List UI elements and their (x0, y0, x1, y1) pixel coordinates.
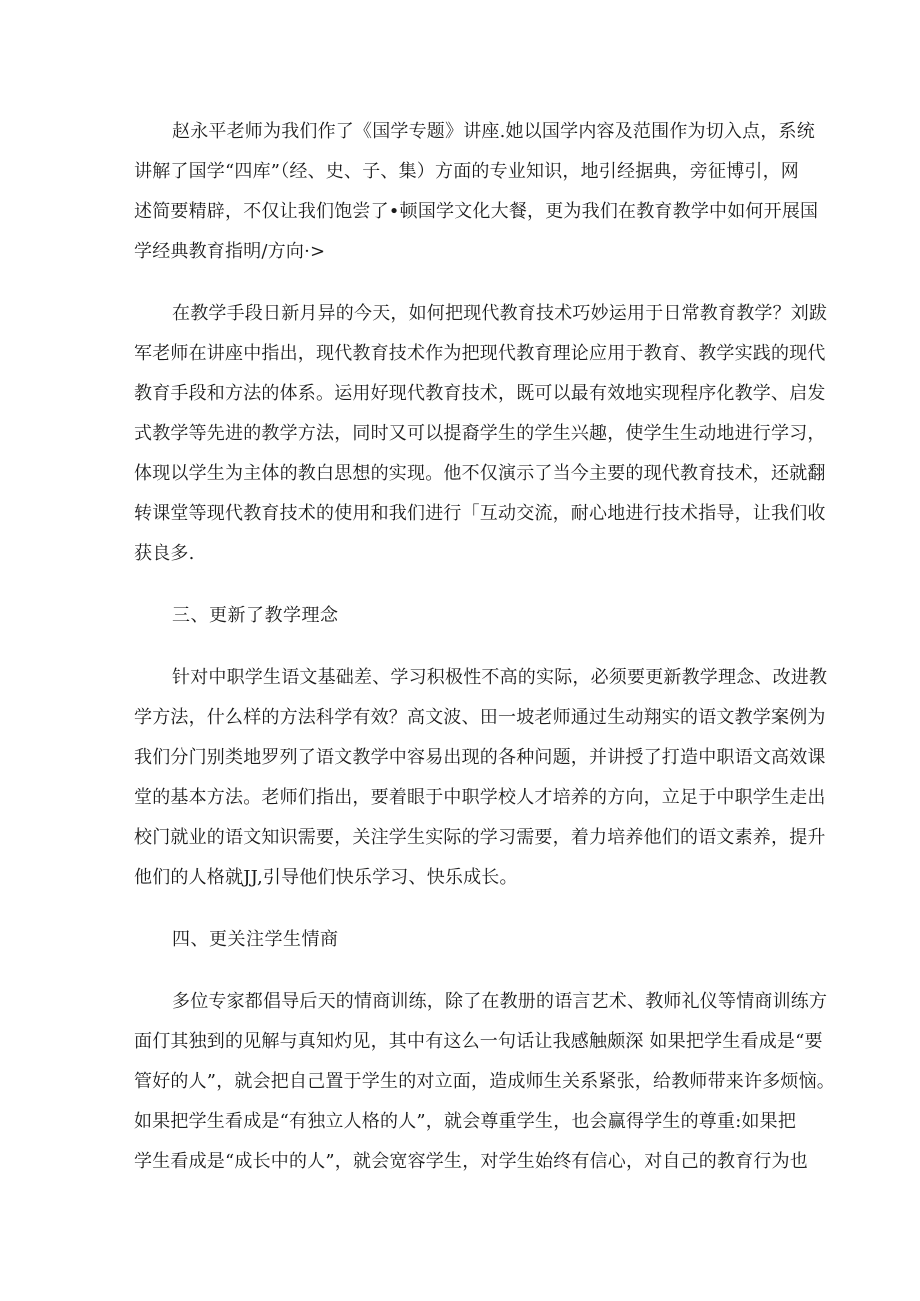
paragraph-line: 校门就业的语文知识需要，关注学生实际的学习需要，着力培养他们的语文素养，提升 (134, 827, 826, 848)
paragraph-line: 转课堂等现代教育技术的使用和我们进行「互动交流，耐心地进行技术指导，让我们收 (134, 503, 826, 524)
paragraph-line: 管好的人”，就会把自己置于学生的对立面，造成师生关系紧张，给教师带来许多烦恼。 (134, 1071, 835, 1092)
paragraph-line: 教育手段和方法的体系。运用好现代教育技术，既可以最有效地实现程序化教学、启发 (134, 383, 826, 404)
paragraph-line: 式教学等先进的教学方法，同时又可以提裔学生的学生兴趣，使学生生动地进行学习， (134, 423, 826, 444)
paragraph-line: 学方法，什么样的方法科学有效？高文波、田一坡老师通过生动翔实的语文教学案例为 (134, 707, 826, 728)
paragraph-line: 我们分门别类地罗列了语文教学中容易出现的各种问题，并讲授了打造中职语文高效课 (134, 747, 826, 768)
paragraph-line: 军老师在讲座中指出，现代教育技术作为把现代教育理论应用于教育、教学实践的现代 (134, 343, 826, 364)
paragraph-line: 针对中职学生语文基础差、学习积极性不高的实际，必须要更新教学理念、改进教 (172, 667, 828, 688)
paragraph-line: 学生看成是“成长中的人”，就会宽容学生，对学生始终有信心，对自己的教育行为也 (134, 1151, 809, 1172)
section-heading-4: 四、更关注学生情商 (172, 929, 339, 950)
paragraph-line: 堂的基本方法。老师们指出，要着眼于中职学校人才培养的方向，立足于中职学生走出 (134, 787, 826, 808)
paragraph-line: 讲解了国学“四库”（经、史、子、集）方面的专业知识，地引经据典，旁征博引，网 (134, 161, 800, 182)
paragraph-line: 多位专家都倡导后天的情商训练，除了在教册的语言艺术、教师礼仪等情商训练方 (172, 991, 828, 1012)
paragraph-line: 体现以学生为主体的教白思想的实现。他不仅演示了当今主要的现代教育技术，还就翻 (134, 463, 826, 484)
paragraph-line: 述简要精辟，不仅让我们饱尝了•顿国学文化大餐，更为我们在教育教学中如何开展国 (134, 201, 819, 222)
paragraph-line: 获良多. (134, 543, 195, 564)
paragraph-line: 赵永平老师为我们作了《国学专题》讲座.她以国学内容及范围作为切入点，系统 (172, 121, 815, 142)
paragraph-line: 在教学手段日新月异的今天，如何把现代教育技术巧妙运用于日常教育教学？刘跋 (172, 303, 828, 324)
paragraph-line: 面仃其独到的见解与真知灼见，其中有这么一句话让我感触颇深 如果把学生看成是“要 (134, 1031, 823, 1052)
paragraph-line: 如果把学生看成是“有独立人格的人”，就会尊重学生，也会赢得学生的尊重:如果把 (134, 1111, 797, 1132)
paragraph-line: 他们的人格就JJ,引导他们快乐学习、快乐成长。 (134, 867, 518, 888)
section-heading-3: 三、更新了教学理念 (172, 605, 339, 626)
paragraph-line: 学经典教育指明/方向·> (134, 241, 326, 262)
